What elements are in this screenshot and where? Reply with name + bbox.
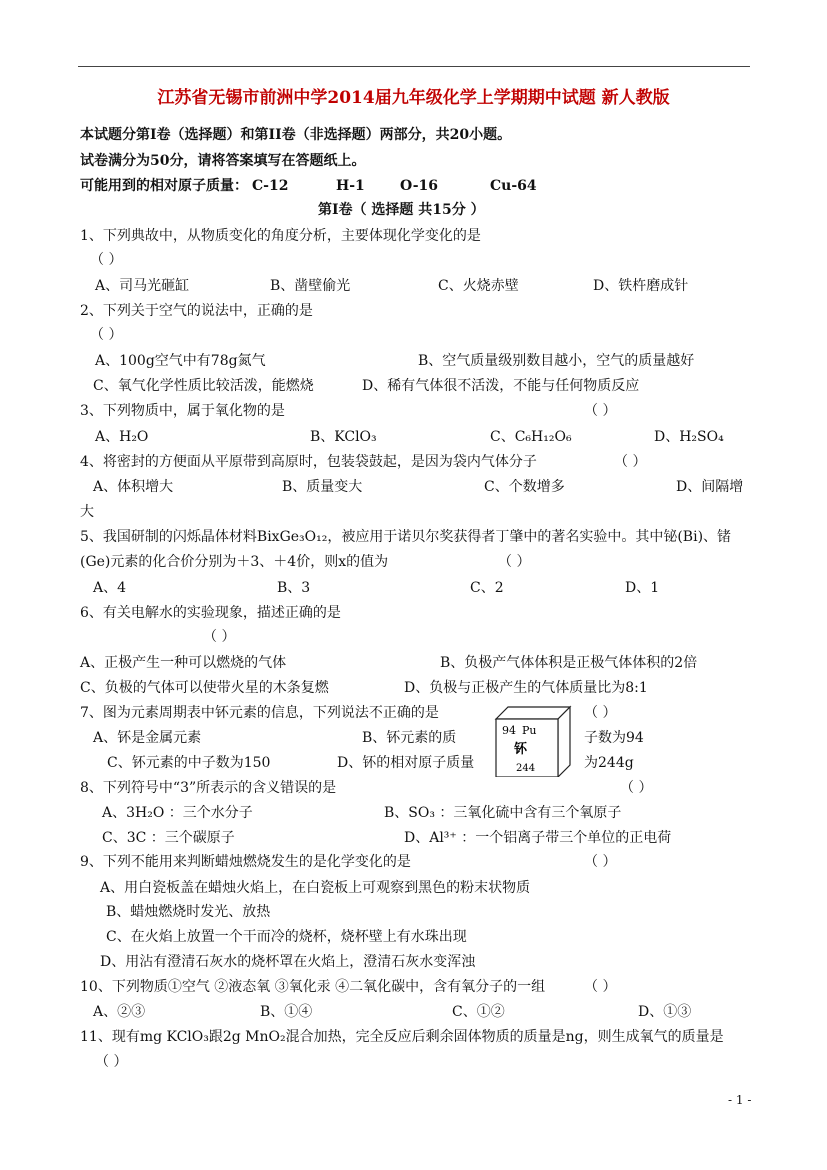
question-1-option-a: A、司马光砸缸 (95, 278, 190, 294)
question-7-option-c: C、钚元素的中子数为150 (107, 755, 271, 771)
element-number: 94 (502, 724, 516, 737)
question-7-option-d-tail: 为244g (584, 755, 634, 771)
question-4-stem: 4、将密封的方便面从平原带到高原时，包装袋鼓起，是因为袋内气体分子 (80, 454, 537, 470)
question-5-option-b: B、3 (277, 580, 311, 596)
question-6-option-c: C、负极的气体可以使带火星的木条复燃 (80, 680, 329, 696)
element-mass: 244 (516, 763, 536, 774)
question-5-option-a: A、4 (93, 580, 127, 596)
question-3-option-d: D、H₂SO₄ (654, 429, 724, 445)
atomic-mass-cu: Cu-64 (490, 178, 537, 194)
question-5-option-c: C、2 (470, 580, 504, 596)
question-2-option-c: C、氧气化学性质比较活泼，能燃烧 (93, 378, 314, 394)
question-10-stem: 10、下列物质①空气 ②液态氧 ③氧化汞 ④二氧化碳中，含有氧分子的一组 (80, 979, 546, 995)
plutonium-element-tile (494, 705, 572, 777)
question-9-answer-blank: （ ） (584, 854, 617, 870)
question-4-option-a: A、体积增大 (93, 479, 174, 495)
question-3-option-b: B、KClO₃ (310, 429, 377, 445)
question-9-option-b: B、蜡烛燃烧时发光、放热 (106, 904, 271, 920)
question-3-option-a: A、H₂O (95, 429, 149, 445)
question-7-option-b-tail: 子数为94 (584, 730, 644, 746)
question-2-answer-blank: （ ） (90, 327, 123, 343)
question-5-stem: 5、我国研制的闪烁晶体材料BixGe₃O₁₂，被应用于诺贝尔奖获得者丁肇中的著名实验中。其中铋(Bi)、锗 (80, 529, 732, 545)
page-number: - 1 - (728, 1093, 752, 1107)
section-title: 第Ⅰ卷（ 选择题 共15分 ） (318, 202, 485, 218)
question-10-option-b: B、①④ (260, 1004, 313, 1020)
atomic-mass-o: O-16 (400, 178, 439, 194)
question-9-stem: 9、下列不能用来判断蜡烛燃烧发生的是化学变化的是 (80, 854, 411, 870)
question-10-answer-blank: （ ） (584, 979, 617, 995)
question-2-stem: 2、下列关于空气的说法中，正确的是 (80, 303, 313, 319)
question-10-option-d: D、①③ (638, 1004, 692, 1020)
question-7-option-d: D、钚的相对原子质量 (337, 755, 475, 771)
question-8-option-b: B、SO₃ ：三氧化硫中含有三个氧原子 (384, 805, 622, 821)
question-2-option-d: D、稀有气体很不活泼，不能与任何物质反应 (362, 378, 640, 394)
question-1-stem: 1、下列典故中，从物质变化的角度分析，主要体现化学变化的是 (80, 228, 481, 244)
atomic-mass-c: C-12 (252, 178, 289, 194)
question-9-option-a: A、用白瓷板盖在蜡烛火焰上，在白瓷板上可观察到黑色的粉末状物质 (100, 880, 531, 896)
question-4-answer-blank: （ ） (614, 454, 647, 470)
question-1-option-c: C、火烧赤壁 (438, 278, 519, 294)
element-symbol: Pu (522, 724, 537, 737)
atomic-mass-h: H-1 (336, 178, 365, 194)
question-7-stem: 7、图为元素周期表中钚元素的信息，下列说法不正确的是 (80, 705, 439, 721)
question-8-stem: 8、下列符号中“3”所表示的含义错误的是 (80, 780, 337, 796)
question-6-option-a: A、正极产生一种可以燃烧的气体 (80, 655, 287, 671)
question-4-option-c: C、个数增多 (484, 479, 565, 495)
question-11-answer-blank: （ ） (95, 1054, 128, 1070)
question-10-option-c: C、①② (452, 1004, 505, 1020)
question-2-option-b: B、空气质量级别数目越小，空气的质量越好 (418, 353, 695, 369)
question-11-stem: 11、现有mg KClO₃跟2g MnO₂混合加热，完全反应后剩余固体物质的质量是ng，则生成氧气的质量是 (80, 1029, 724, 1045)
question-5-stem-cont: (Ge)元素的化合价分别为＋3、＋4价，则x的值为 (80, 554, 389, 570)
question-8-option-c: C、3C ：三个碳原子 (102, 830, 235, 846)
question-5-answer-blank: （ ） (498, 554, 531, 570)
intro-line-1: 本试题分第Ⅰ卷（选择题）和第II卷（非选择题）两部分，共20小题。 (80, 127, 512, 143)
question-8-option-d: D、Al³⁺ ：一个铝离子带三个单位的正电荷 (404, 830, 672, 846)
question-7-option-b: B、钚元素的质 (362, 730, 457, 746)
question-9-option-c: C、在火焰上放置一个干而冷的烧杯，烧杯壁上有水珠出现 (106, 929, 467, 945)
page-title: 江苏省无锡市前洲中学2014届九年级化学上学期期中试题 新人教版 (157, 88, 670, 108)
question-3-stem: 3、下列物质中，属于氧化物的是 (80, 403, 285, 419)
question-6-option-d: D、负极与正极产生的气体质量比为8:1 (404, 680, 648, 696)
question-7-option-a: A、钚是金属元素 (93, 730, 202, 746)
question-9-option-d: D、用沾有澄清石灰水的烧杯罩在火焰上，澄清石灰水变浑浊 (100, 954, 476, 970)
element-name: 钚 (514, 742, 528, 757)
question-8-option-a: A、3H₂O ：三个水分子 (102, 805, 253, 821)
question-4-option-b: B、质量变大 (282, 479, 363, 495)
question-10-option-a: A、②③ (93, 1004, 146, 1020)
question-7-answer-blank: （ ） (584, 705, 617, 721)
header-rule (78, 66, 750, 67)
question-6-answer-blank: （ ） (203, 629, 236, 645)
question-4-option-d: D、间隔增 (676, 479, 744, 495)
question-3-answer-blank: （ ） (584, 403, 617, 419)
atomic-mass-label: 可能用到的相对原子质量： (80, 178, 248, 194)
element-tile-cube (494, 705, 572, 777)
question-5-option-d: D、1 (625, 580, 660, 596)
question-8-answer-blank: （ ） (620, 780, 653, 796)
question-2-option-a: A、100g空气中有78g氮气 (95, 353, 266, 369)
question-1-option-d: D、铁杵磨成针 (593, 278, 689, 294)
question-6-option-b: B、负极产气体体积是正极气体体积的2倍 (440, 655, 698, 671)
question-1-answer-blank: （ ） (90, 252, 123, 268)
intro-line-2: 试卷满分为50分，请将答案填写在答题纸上。 (80, 153, 366, 169)
question-3-option-c: C、C₆H₁₂O₆ (490, 429, 572, 445)
question-1-option-b: B、凿壁偷光 (270, 278, 351, 294)
question-4-option-d-wrap: 大 (80, 504, 94, 520)
question-6-stem: 6、有关电解水的实验现象，描述正确的是 (80, 605, 341, 621)
